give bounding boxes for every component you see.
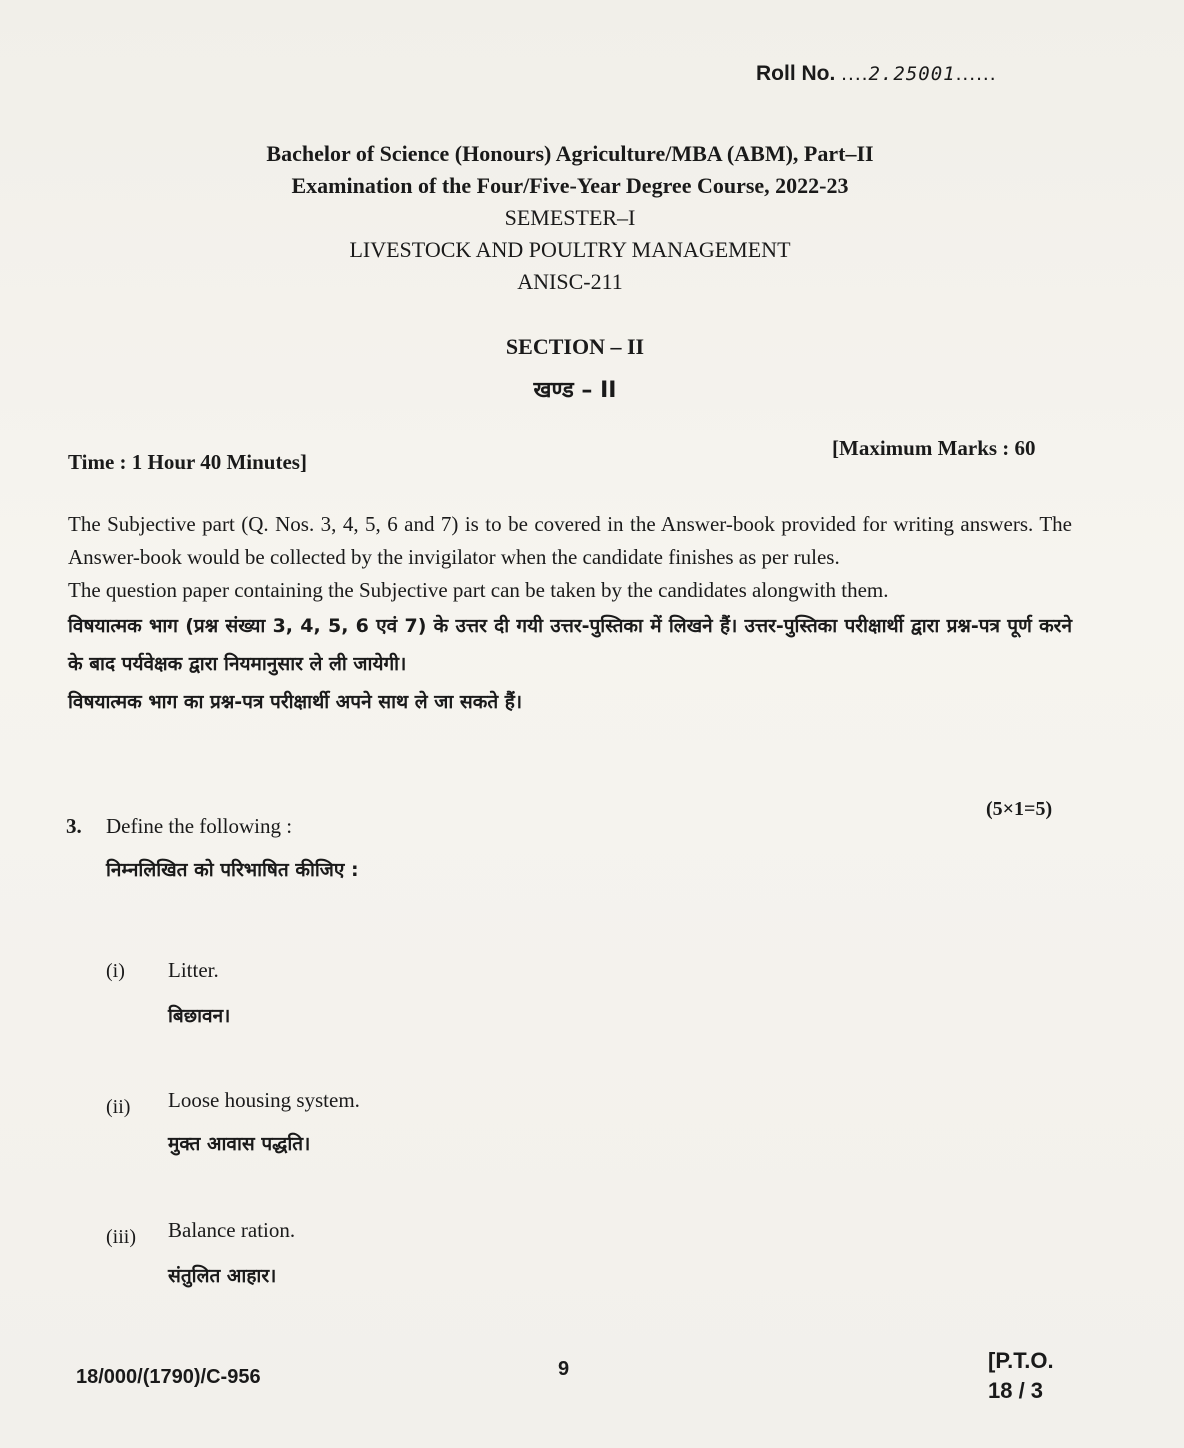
instruction-hi-2: विषयात्मक भाग का प्रश्न-पत्र परीक्षार्थी अपने साथ ले जा सकते हैं। [68, 691, 523, 713]
instructions [68, 508, 1072, 721]
paper-code: 18/000/(1790)/C-956 [76, 1366, 261, 1388]
maximum-marks: [Maximum Marks : 60 [832, 436, 1036, 460]
instruction-en-2: The question paper containing the Subjective part can be taken by the candidates alongwith them. [68, 578, 889, 602]
item-text: Litter. [168, 958, 219, 982]
item-text-hindi: मुक्त आवास पद्धति। [168, 1133, 311, 1155]
question-marks: (5×1=5) [986, 798, 1053, 820]
item-text-hindi: संतुलित आहार। [168, 1265, 277, 1287]
exam-header [160, 138, 980, 298]
exam-title: Examination of the Four/Five-Year Degree Course, 2022-23 [291, 173, 849, 198]
sheet-number: 18 / 3 [988, 1378, 1044, 1403]
section-title: SECTION – II [505, 334, 645, 359]
item-text: Balance ration. [168, 1218, 296, 1242]
item-number: (ii) [106, 1096, 131, 1118]
semester: SEMESTER–I [504, 205, 636, 230]
item-text-hindi: बिछावन। [168, 1005, 231, 1027]
question-text: Define the following : [106, 814, 293, 838]
course-code: ANISC-211 [517, 269, 623, 294]
roll-value: 2.25001 [868, 63, 956, 85]
page-number: 9 [558, 1358, 570, 1380]
question-text-hindi: निम्नलिखित को परिभाषित कीजिए : [106, 859, 359, 881]
roll-label: Roll No. [756, 62, 836, 85]
item-number: (iii) [106, 1226, 136, 1248]
degree-title: Bachelor of Science (Honours) Agriculture/MBA (ABM), Part–II [266, 141, 874, 166]
item-text: Loose housing system. [168, 1088, 360, 1112]
roll-number [756, 62, 997, 86]
time-allowed: Time : 1 Hour 40 Minutes] [68, 450, 307, 474]
subject-title: LIVESTOCK AND POULTRY MANAGEMENT [349, 237, 791, 262]
instruction-en-1: The Subjective part (Q. Nos. 3, 4, 5, 6 and 7) is to be covered in the Answer-book provided for writing answers. The Answer-book would be collected by the invigilator when the candidate finishes as per rules. [68, 512, 1072, 569]
question-number: 3. [66, 814, 82, 838]
pto-block [988, 1346, 1054, 1406]
section-title-hindi: खण्ड – II [533, 378, 617, 403]
roll-leading-dots: .... [841, 62, 869, 85]
pto-label: [P.T.O. [988, 1348, 1054, 1373]
item-number: (i) [106, 960, 125, 982]
instruction-hi-1: विषयात्मक भाग (प्रश्न संख्या 3, 4, 5, 6 एवं 7) के उत्तर दी गयी उत्तर-पुस्तिका में लिखने हैं। उत्तर-पुस्तिका परीक्षार्थी द्वारा प्रश्न-पत्र पूर्ण करने के बाद पर्यवेक्षक द्वारा नियमानुसार ले ली जायेगी। [68, 615, 1072, 675]
roll-trailing-dots: ...... [955, 62, 997, 85]
